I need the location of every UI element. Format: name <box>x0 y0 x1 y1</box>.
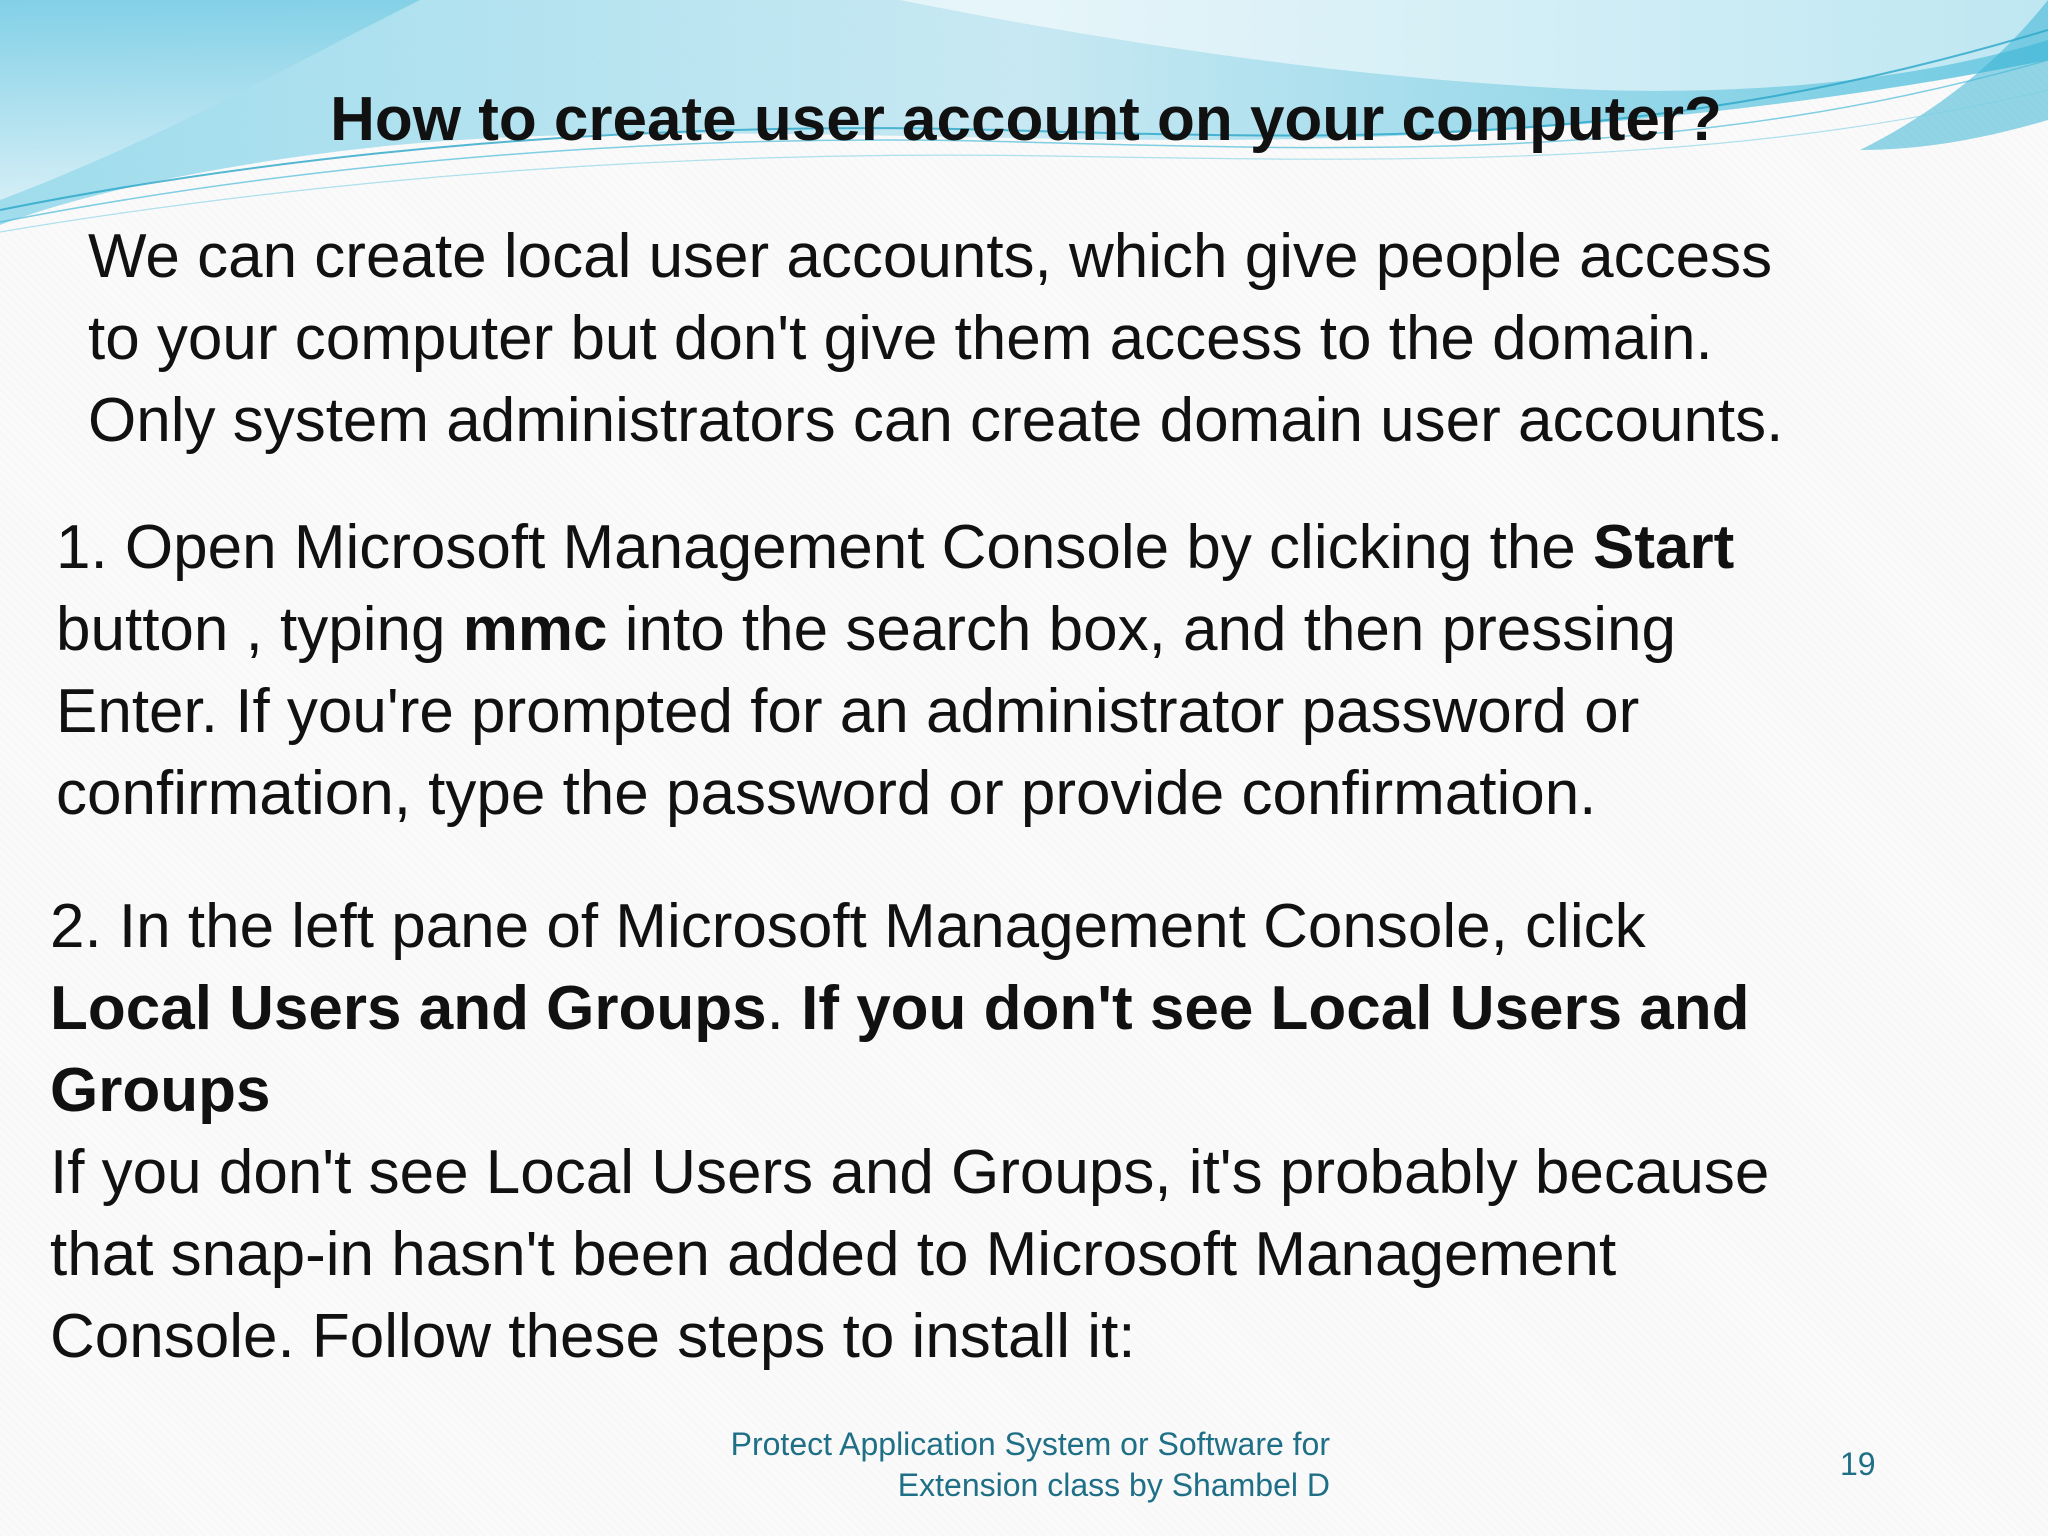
intro-line-1: We can create local user accounts, which give people access <box>88 222 1773 291</box>
step-2-text-a: 2. In the left pane of Microsoft Management Console, click <box>50 892 1646 961</box>
step-1-text-d: Enter. If you're prompted for an administrator password or <box>56 677 1640 746</box>
step-1-text-a: 1. Open Microsoft Management Console by clicking the <box>56 513 1593 582</box>
step-1-text-e: confirmation, type the password or provide confirmation. <box>56 759 1597 828</box>
step-1-paragraph <box>56 507 1986 835</box>
page-number: 19 <box>1840 1446 1876 1482</box>
step-2-text-b: If you don't see Local Users and Groups, it's probably because <box>50 1138 1770 1207</box>
intro-line-3: Only system administrators can create domain user accounts. <box>88 386 1784 455</box>
step-1-mmc-bold: mmc <box>462 595 608 664</box>
step-2-heading-bold-2: Groups <box>50 1056 271 1125</box>
step-2-text-c: that snap-in hasn't been added to Microsoft Management <box>50 1220 1617 1289</box>
step-1-text-c: into the search box, and then pressing <box>607 595 1676 664</box>
slide-title: How to create user account on your computer? <box>330 85 1722 154</box>
step-2-local-users-bold: Local Users and Groups <box>50 974 767 1043</box>
step-2-heading-bold-1: If you don't see Local Users and <box>801 974 1750 1043</box>
step-1-text-b: button , typing <box>56 595 463 664</box>
step-2-period: . <box>766 974 802 1043</box>
slide-footer <box>600 1424 1330 1506</box>
step-1-start-bold: Start <box>1592 513 1735 582</box>
intro-paragraph <box>88 216 2018 462</box>
footer-line-2: Extension class by Shambel D <box>897 1467 1330 1503</box>
intro-line-2: to your computer but don't give them access to the domain. <box>88 304 1713 373</box>
step-2-text-d: Console. Follow these steps to install it: <box>50 1302 1136 1371</box>
footer-line-1: Protect Application System or Software for <box>730 1426 1330 1462</box>
step-2-paragraph <box>50 886 2000 1378</box>
